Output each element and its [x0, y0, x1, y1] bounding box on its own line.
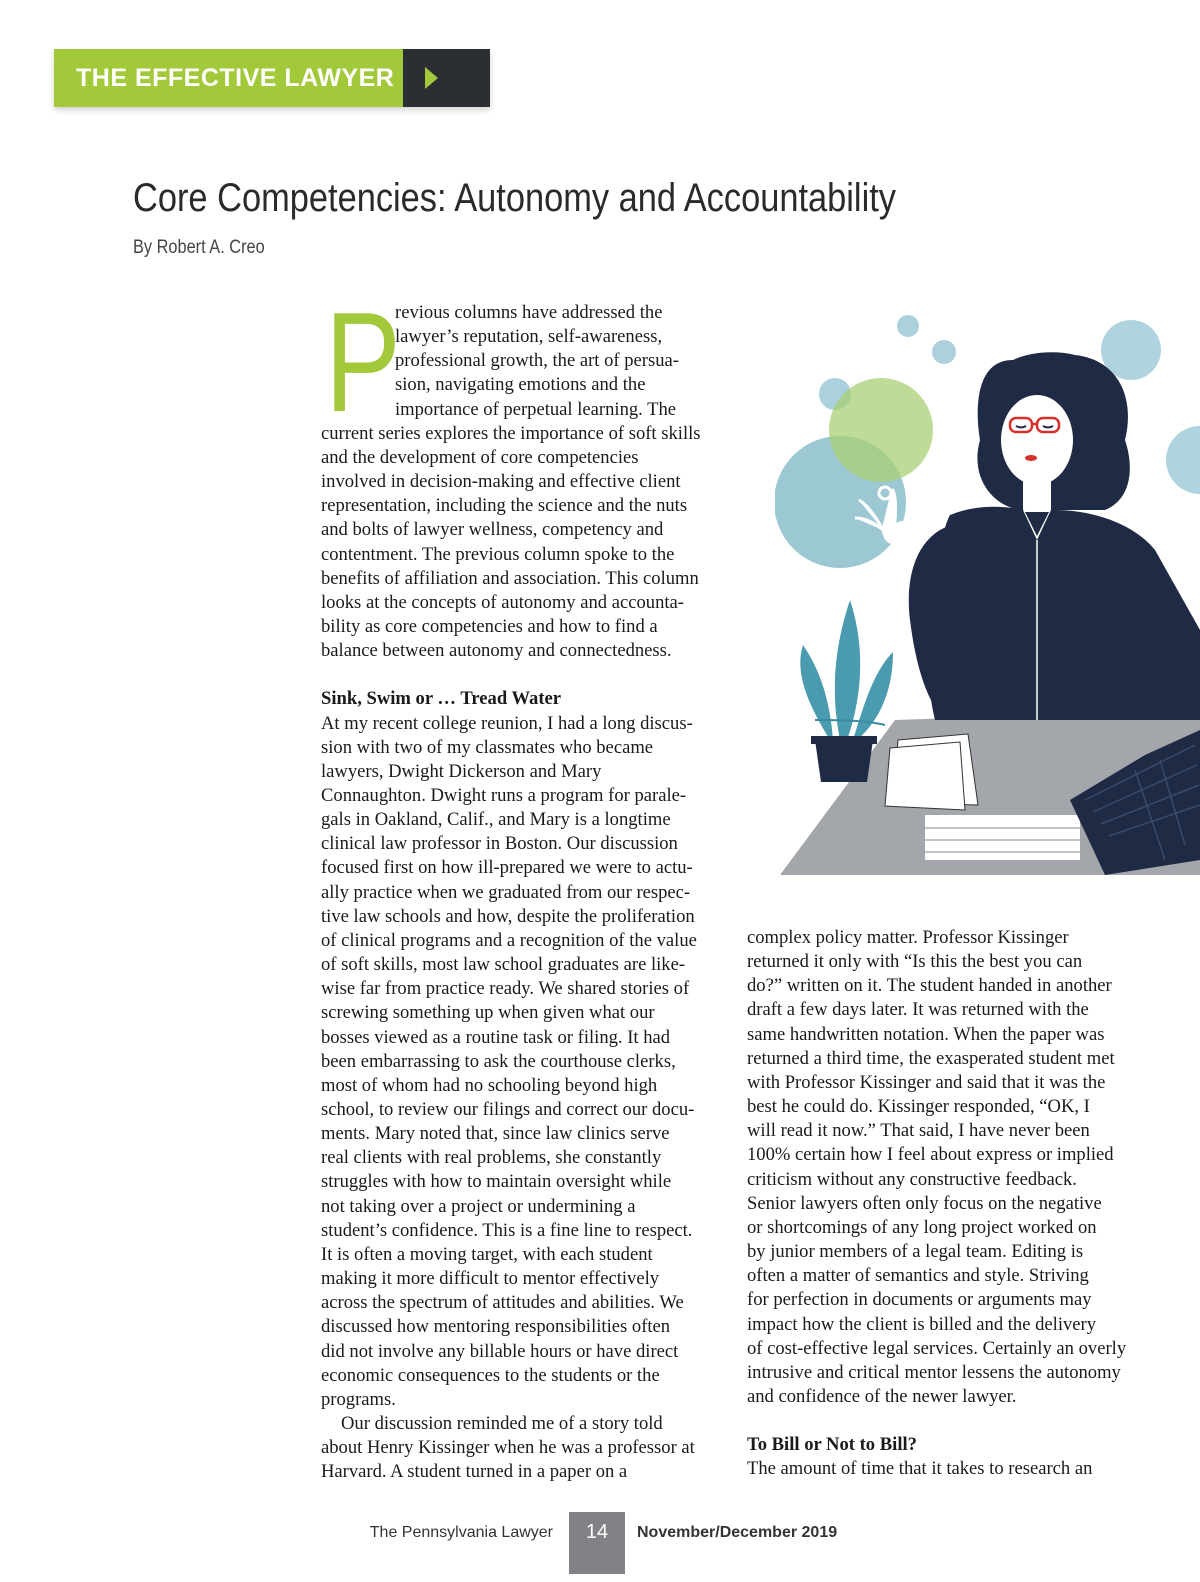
- text-line: ments. Mary noted that, since law clinics serve: [321, 1123, 670, 1145]
- text-line: involved in decision-making and effective client: [321, 471, 681, 493]
- text-line: wise far from practice ready. We shared stories of: [321, 978, 690, 1000]
- paper-stack: [925, 815, 1080, 860]
- text-line: bosses viewed as a routine task or filing. It had: [321, 1026, 671, 1048]
- text-line: bility as core competencies and how to find a: [321, 616, 658, 638]
- text-line: or shortcomings of any long project worked on: [747, 1216, 1097, 1238]
- text-line: Harvard. A student turned in a paper on a: [321, 1461, 628, 1483]
- text-line: tive law schools and how, despite the proliferation: [321, 905, 695, 927]
- text-line: The amount of time that it takes to research an: [747, 1458, 1093, 1480]
- text-line: current series explores the importance of soft skills: [321, 422, 701, 444]
- text-line: student’s confidence. This is a fine line to respect.: [321, 1219, 693, 1241]
- text-line: of soft skills, most law school graduates are like-: [321, 954, 686, 976]
- text-line: professional growth, the art of persua-: [395, 350, 679, 372]
- text-line: with Professor Kissinger and said that it was the: [747, 1071, 1106, 1093]
- text-line: returned a third time, the exasperated student met: [747, 1047, 1115, 1069]
- text-line: draft a few days later. It was returned with the: [747, 999, 1089, 1021]
- publication-name: The Pennsylvania Lawyer: [369, 1524, 553, 1541]
- text-line: It is often a moving target, with each student: [321, 1243, 653, 1265]
- text-line: sion, navigating emotions and the: [395, 374, 646, 396]
- text-line: for perfection in documents or arguments may: [747, 1289, 1092, 1311]
- bubble: [932, 340, 956, 364]
- text-line: and confidence of the newer lawyer.: [747, 1385, 1017, 1407]
- text-line: of cost-effective legal services. Certainly an overly: [747, 1337, 1127, 1359]
- text-line: best he could do. Kissinger responded, “OK, I: [747, 1096, 1090, 1118]
- page-footer: [0, 1512, 1200, 1582]
- text-line: will read it now.” That said, I have never been: [747, 1120, 1090, 1142]
- text-line: criticism without any constructive feedback.: [747, 1168, 1077, 1190]
- text-line: and the development of core competencies: [321, 446, 639, 468]
- section-arrow-box: [403, 49, 490, 107]
- text-line: and bolts of lawyer wellness, competency and: [321, 519, 664, 541]
- text-line: representation, including the science and the nuts: [321, 495, 688, 517]
- kissinger-paragraph: [321, 1412, 716, 1484]
- text-line: not taking over a project or undermining a: [321, 1195, 636, 1217]
- text-line: often a matter of semantics and style. Striving: [747, 1265, 1089, 1287]
- text-line: about Henry Kissinger when he was a professor at: [321, 1437, 695, 1459]
- text-line: At my recent college reunion, I had a long discus-: [321, 712, 693, 734]
- text-line: lawyers, Dwight Dickerson and Mary: [321, 760, 602, 782]
- issue-date: November/December 2019: [637, 1524, 838, 1541]
- text-line: across the spectrum of attitudes and abilities. We: [321, 1292, 684, 1314]
- bubble: [1166, 426, 1200, 494]
- text-line: do?” written on it. The student handed in another: [747, 975, 1112, 997]
- section1-paragraph: [321, 712, 716, 1413]
- lips: [1025, 455, 1037, 461]
- article-byline: By Robert A. Creo: [133, 237, 265, 258]
- text-line: looks at the concepts of autonomy and accounta-: [321, 591, 684, 613]
- intro-paragraph: [321, 301, 716, 663]
- text-line: been embarrassing to ask the courthouse clerks,: [321, 1050, 676, 1072]
- text-line: Connaughton. Dwight runs a program for parale-: [321, 784, 687, 806]
- bubble: [897, 315, 919, 337]
- section2-paragraph: [747, 1457, 1142, 1481]
- text-line: 100% certain how I feel about express or implied: [747, 1144, 1114, 1166]
- torso: [928, 507, 1200, 720]
- kissinger-continued-paragraph: [747, 926, 1142, 1409]
- drop-cap: P: [325, 283, 401, 442]
- text-line: revious columns have addressed the: [395, 302, 663, 323]
- subheading-sink-swim: Sink, Swim or … Tread Water: [321, 688, 562, 710]
- plant: [800, 645, 833, 740]
- bubble: [829, 378, 933, 482]
- text-line: importance of perpetual learning. The: [395, 398, 677, 420]
- subheading-to-bill: To Bill or Not to Bill?: [747, 1434, 917, 1456]
- text-line: Senior lawyers often only focus on the negative: [747, 1192, 1102, 1214]
- text-line: programs.: [321, 1388, 396, 1410]
- play-triangle-icon: [425, 67, 438, 89]
- text-line: school, to review our filings and correct our docu-: [321, 1099, 695, 1120]
- text-line: screwing something up when given what our: [321, 1002, 655, 1024]
- text-line: balance between autonomy and connectedness.: [321, 640, 672, 662]
- section-banner: [54, 49, 490, 107]
- article-column-left: [321, 301, 716, 1485]
- text-line: intrusive and critical mentor lessens the autonomy: [747, 1361, 1121, 1383]
- section-label-box: [54, 49, 403, 107]
- text-line: most of whom had no schooling beyond high: [321, 1074, 658, 1096]
- text-line: gals in Oakland, Calif., and Mary is a longtime: [321, 809, 671, 831]
- article-title: Core Competencies: Autonomy and Accountability: [133, 176, 896, 220]
- plant-pot: [815, 740, 873, 782]
- woman-meditating-at-desk-illustration: [775, 300, 1200, 875]
- text-line: struggles with how to maintain oversight while: [321, 1171, 672, 1193]
- text-line: focused first on how ill-prepared we were to actu-: [321, 857, 693, 879]
- text-line: ally practice when we graduated from our respec-: [321, 881, 691, 903]
- text-line: returned it only with “Is this the best you can: [747, 951, 1083, 973]
- text-line: benefits of affiliation and association. This column: [321, 567, 699, 589]
- text-line: real clients with real problems, she constantly: [321, 1147, 662, 1169]
- text-line: lawyer’s reputation, self-awareness,: [395, 326, 663, 348]
- face: [1001, 395, 1073, 485]
- text-line: discussed how mentoring responsibilities often: [321, 1316, 671, 1338]
- text-line: did not involve any billable hours or have direct: [321, 1340, 679, 1362]
- section-label: THE EFFECTIVE LAWYER: [76, 63, 395, 92]
- page-number: 14: [569, 1512, 625, 1574]
- text-line: by junior members of a legal team. Editing is: [747, 1241, 1084, 1263]
- text-line: Our discussion reminded me of a story told: [341, 1413, 663, 1435]
- text-line: sion with two of my classmates who became: [321, 736, 654, 758]
- article-column-right: [747, 926, 1142, 1481]
- text-line: contentment. The previous column spoke to the: [321, 543, 675, 565]
- text-line: economic consequences to the students or the: [321, 1364, 660, 1386]
- text-line: same handwritten notation. When the paper was: [747, 1023, 1105, 1045]
- text-line: of clinical programs and a recognition of the value: [321, 929, 697, 951]
- text-line: clinical law professor in Boston. Our discussion: [321, 833, 678, 855]
- text-line: impact how the client is billed and the delivery: [747, 1313, 1097, 1335]
- text-line: making it more difficult to mentor effectively: [321, 1268, 660, 1290]
- text-line: complex policy matter. Professor Kissinger: [747, 927, 1069, 948]
